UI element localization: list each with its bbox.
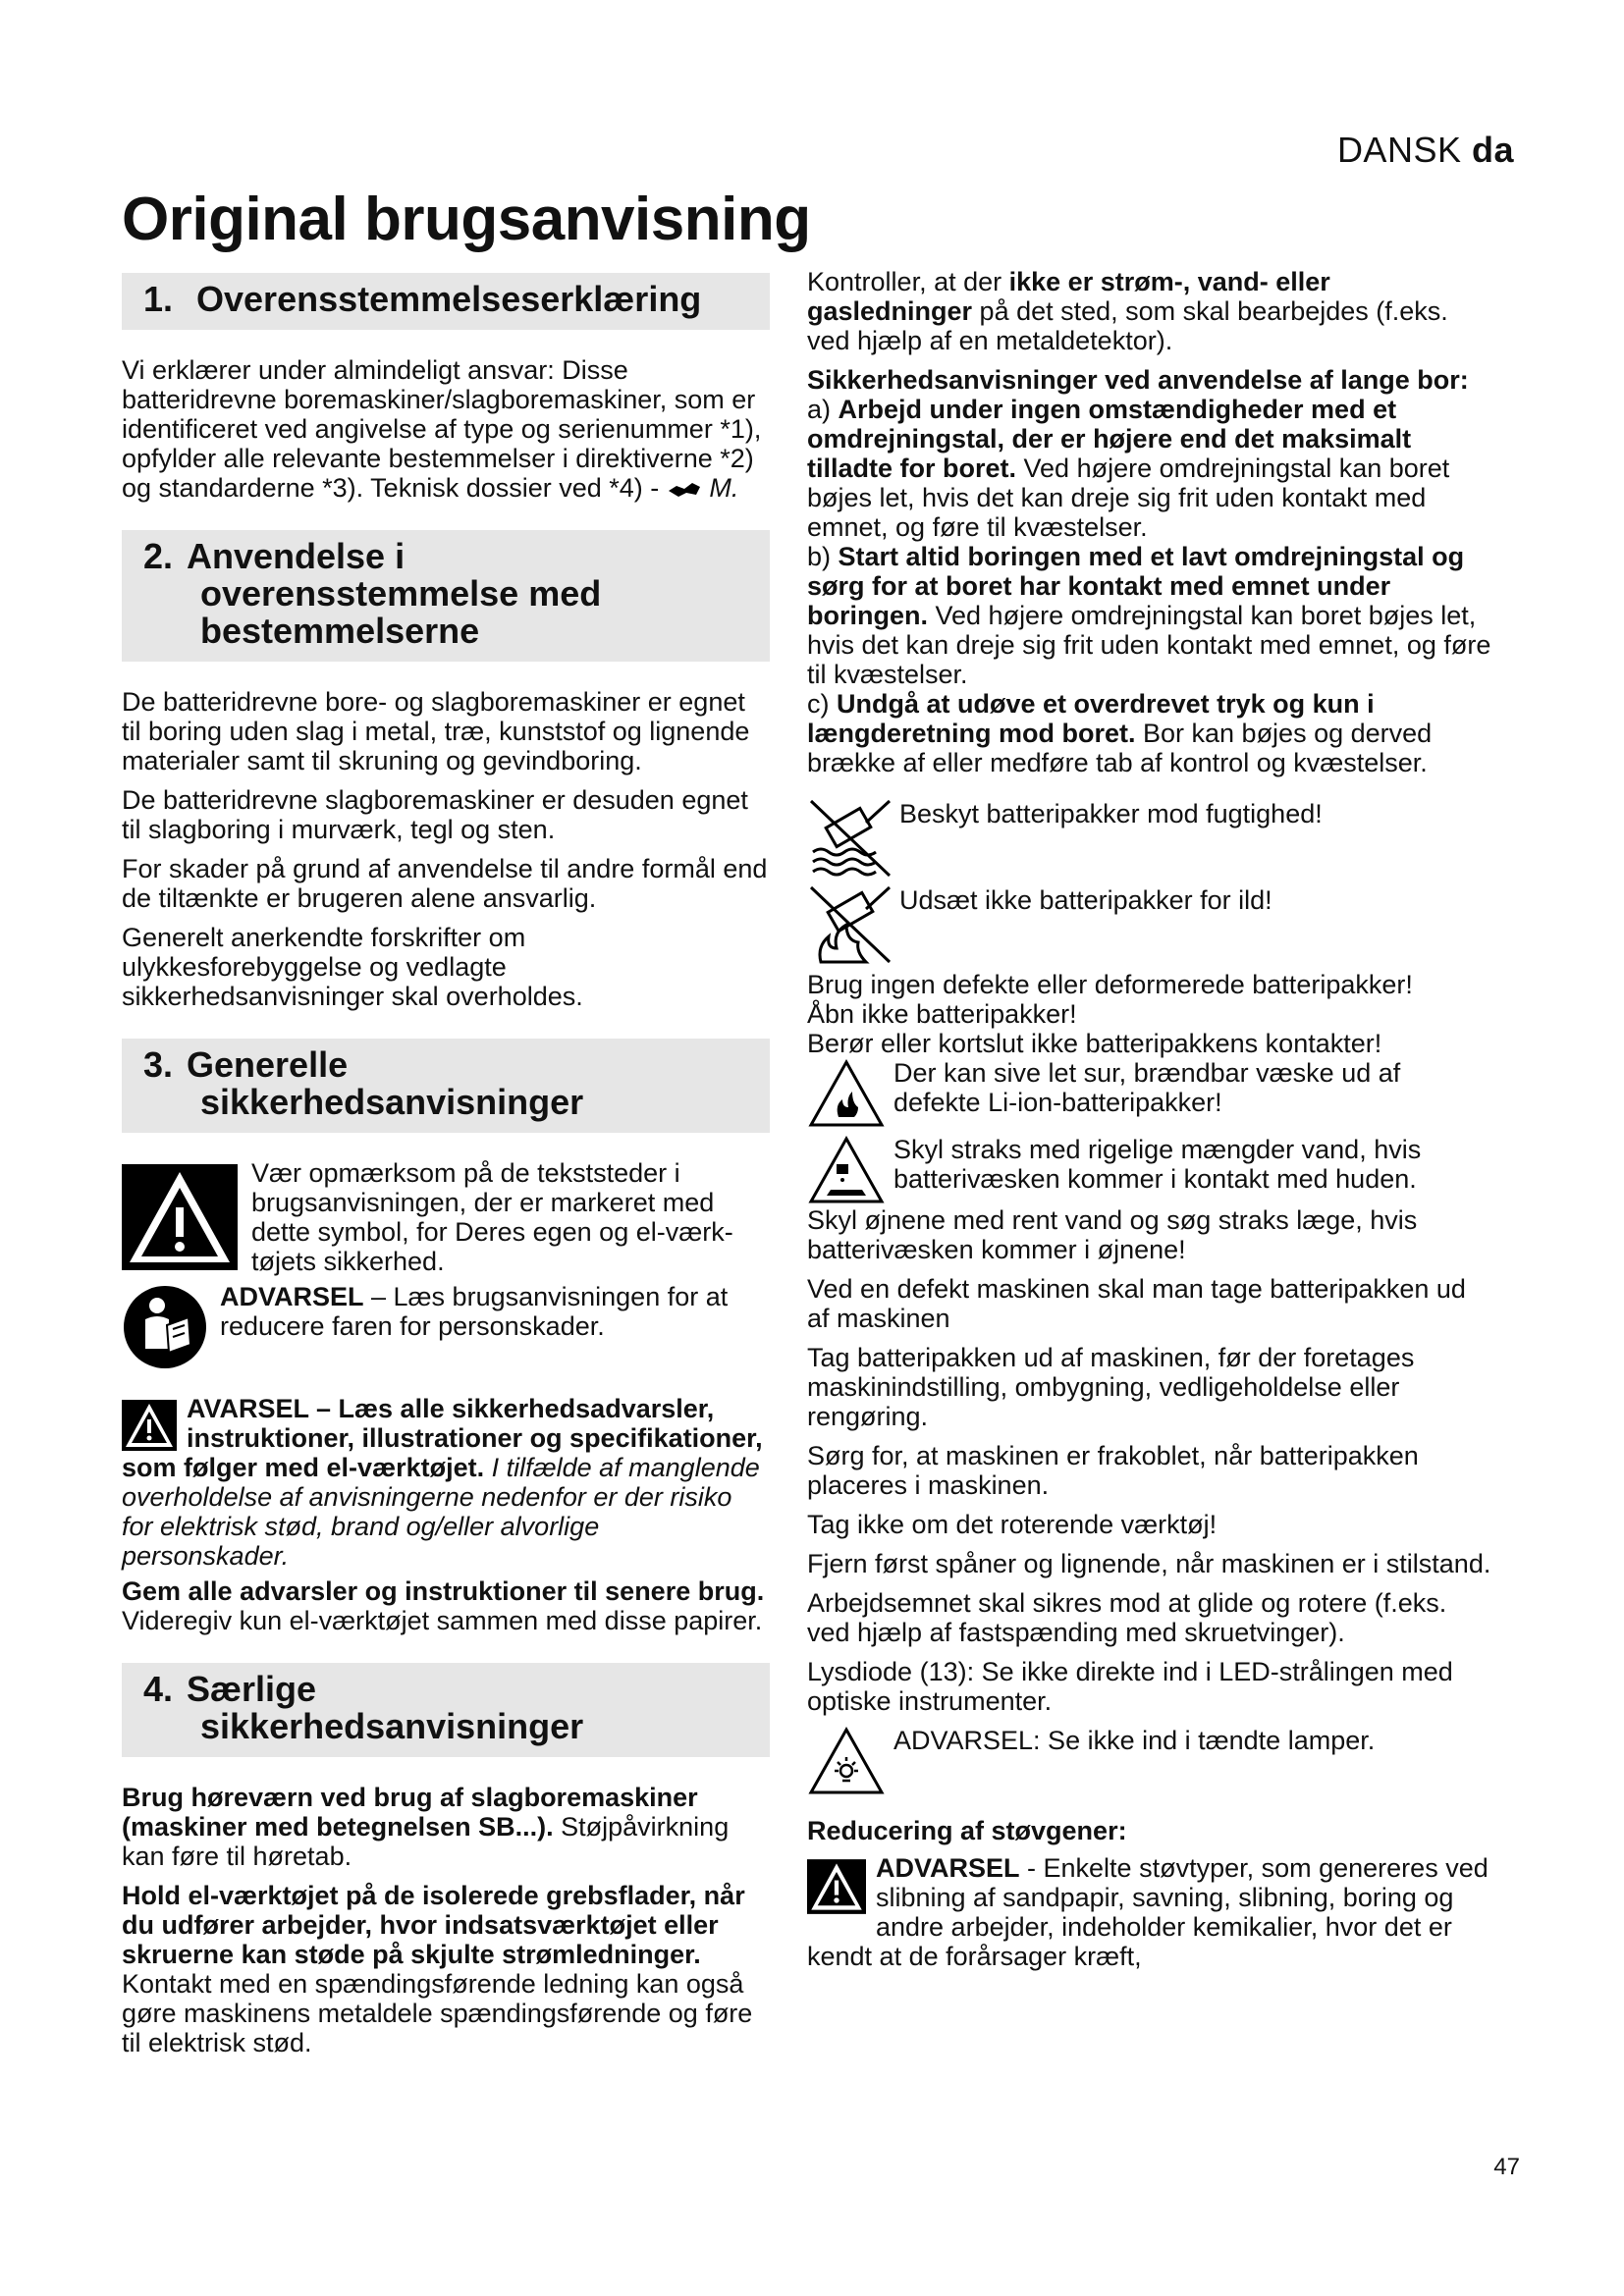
section-title-line2: overensstemmelse med	[200, 573, 602, 614]
dust-warning-row	[807, 1853, 1494, 1971]
long-bits-item-c	[807, 689, 1494, 777]
remove-battery-paragraph: Tag batteripakken ud af maskinen, før der foretages maskinindstilling, ombygning, vedligeholdelse eller rengøring.	[807, 1343, 1415, 1431]
item-label: b)	[807, 542, 839, 571]
section-heading-2	[122, 530, 770, 662]
long-bits-heading: Sikkerhedsanvisninger ved anvendelse af lange bor:	[807, 365, 1469, 395]
figure-label: M.	[709, 473, 739, 503]
dust-heading: Reducering af støvgener:	[807, 1816, 1127, 1845]
page-title: Original brugsanvisning	[122, 186, 811, 253]
usage-paragraph-1: De batteridrevne bore- og slagboremaskiner er egnet til boring uden slag i metal, træ, kunststof og lignende materialer samt til skruning og gevindboring.	[122, 687, 750, 775]
keep-instructions-bold: Gem alle advarsler og instruktioner til senere brug.	[122, 1576, 765, 1606]
section-title-line3: bestemmelserne	[200, 611, 480, 651]
section-heading-4	[122, 1663, 770, 1757]
secure-workpiece-paragraph: Arbejdsemnet skal sikres mod at glide og rotere (f.eks. ved hjælp af fastspænding med skruetvinger).	[807, 1588, 1447, 1647]
section-number: 4.	[143, 1669, 174, 1709]
section-title-line1: Særlige	[187, 1669, 317, 1709]
right-column	[807, 267, 1494, 1977]
fire-warning-text: Udsæt ikke batteripakker for ild!	[899, 885, 1272, 915]
section-title: Overensstemmelseserklæring	[196, 279, 702, 319]
keep-instructions-paragraph	[122, 1576, 770, 1635]
hearing-protection-paragraph	[122, 1783, 770, 1871]
section-title-line1: Anvendelse i	[187, 536, 406, 576]
item-label: c)	[807, 689, 837, 719]
moisture-warning-text: Beskyt batteripakker mod fugtighed!	[899, 799, 1323, 828]
keep-instructions-text: Videregiv kun el-værktøjet sammen med disse papirer.	[122, 1606, 763, 1635]
page-number: 47	[1493, 2154, 1520, 2180]
leak-warning-row	[807, 1058, 1494, 1129]
section-heading-3	[122, 1039, 770, 1133]
language-header	[1337, 130, 1514, 171]
dust-warning-label: ADVARSEL	[876, 1853, 1020, 1883]
general-warning-text	[122, 1394, 770, 1571]
leak-warning-text: Der kan sive let sur, brændbar væske ud af defekte Li-ion-batteripakker!	[893, 1058, 1401, 1117]
section-title-line2: sikkerhedsanvisninger	[200, 1706, 584, 1746]
read-manual-text	[122, 1282, 770, 1341]
left-column	[122, 267, 770, 2067]
read-warning-text: – Læs brugsanvisningen for at reducere faren for personskader.	[220, 1282, 729, 1341]
rinse-warning-text-1: Skyl straks med rigelige mængder vand, hvis batterivæsken kommer i kontakt med huden.	[893, 1135, 1422, 1194]
language-word: DANSK	[1336, 130, 1462, 170]
section-title-line1: Generelle	[187, 1044, 349, 1085]
section-heading-1	[122, 273, 770, 330]
section-title-line2: sikkerhedsanvisninger	[200, 1082, 584, 1122]
read-warning-label: ADVARSEL	[220, 1282, 364, 1311]
lamp-warning-row	[807, 1726, 1494, 1796]
warning-triangle-icon	[122, 1164, 238, 1270]
detector-text-a: Kontroller, at der	[807, 267, 1009, 296]
declaration-text: Vi erklærer under almindeligt ansvar: Disse batteridrevne boremaskiner/slagboremaskiner, som er identificeret ved angivelse af type og serienummer *1), opfylder alle relevante bestemmelser i direktiverne *2) og standarderne *3). Teknisk dossier ved *4) -	[122, 355, 762, 503]
warning-symbol-text: Vær opmærksom på de tekststeder i brugsanvisningen, der er markeret med dette symbol, for Deres egen og el-værk-tøjets sikkerhed.	[251, 1158, 733, 1276]
insulated-grip-paragraph	[122, 1881, 770, 2057]
insulated-grip-bold: Hold el-værktøjet på de isolerede grebsflader, når du udfører arbejder, hvor indsatsværktøjet eller skruerne kan støde på skjulte strømledninger.	[122, 1881, 745, 1969]
no-moisture-icon	[807, 797, 893, 880]
hearing-protection-text: Støjpåvirkning kan føre til høretab.	[122, 1812, 730, 1871]
general-warning-italic: I tilfælde af manglende overholdelse af anvisningerne nedenfor er der risiko for elektrisk stød, brand og/eller alvorlige personskader.	[122, 1453, 760, 1571]
dust-warning-rest: - Enkelte støvtyper, som genereres ved slibning af sandpapir, savning, slibning, boring og andre arbejder, indeholder kemikalier, hvor det er kendt at de forårsager kræft,	[807, 1853, 1489, 1971]
moisture-warning-row	[807, 797, 1494, 880]
lamp-warning-icon	[807, 1726, 886, 1796]
switch-off-paragraph: Sørg for, at maskinen er frakoblet, når batteripakken placeres i maskinen.	[807, 1441, 1419, 1500]
long-bits-item-a	[807, 395, 1494, 542]
dust-warning-text	[807, 1853, 1494, 1971]
usage-paragraph-3: For skader på grund af anvendelse til andre formål end de tiltænkte er brugeren alene ansvarlig.	[122, 854, 768, 913]
declaration-paragraph	[122, 355, 770, 503]
item-bold: Arbejd under ingen omstændigheder med et omdrejningstal, der er højere end det maksimalt tilladte for boret.	[807, 395, 1412, 483]
rinse-warning-row	[807, 1135, 1494, 1205]
item-bold: Undgå at udøve et overdrevet tryk og kun i længderetning mod boret.	[807, 689, 1375, 748]
defect-line-2: Åbn ikke batteripakker!	[807, 999, 1077, 1029]
hearing-protection-bold: Brug høreværn ved brug af slagboremaskiner (maskiner med betegnelsen SB...).	[122, 1783, 698, 1842]
defect-line-1: Brug ingen defekte eller deformerede batteripakker!	[807, 970, 1413, 999]
usage-paragraph-4: Generelt anerkendte forskrifter om ulykkesforebyggelse og vedlagte sikkerhedsanvisninger skal overholdes.	[122, 923, 583, 1011]
item-label: a)	[807, 395, 839, 424]
section-number: 1.	[143, 279, 174, 319]
general-warning-row	[122, 1394, 770, 1571]
section-number: 3.	[143, 1044, 174, 1085]
item-text: Ved højere omdrejningstal kan boret bøjes let, hvis det kan dreje sig frit uden kontakt med emnet, og føre til kvæstelser.	[807, 601, 1491, 689]
warning-triangle-small-icon	[122, 1400, 177, 1451]
read-manual-row	[122, 1282, 770, 1374]
warning-triangle-small-icon	[807, 1859, 866, 1914]
fire-warning-row	[807, 883, 1494, 966]
detector-bold: ikke er strøm-, vand- eller gasledninger	[807, 267, 1330, 326]
detector-text-b: på det sted, som skal bearbejdes (f.eks. ved hjælp af en metaldetektor).	[807, 296, 1448, 355]
language-code: da	[1471, 130, 1514, 170]
general-warning-bold: AVARSEL – Læs alle sikkerhedsadvarsler, instruktioner, illustrationer og specifikationer, som følger med el-værktøjet.	[122, 1394, 763, 1482]
led-paragraph: Lysdiode (13): Se ikke direkte ind i LED-strålingen med optiske instrumenter.	[807, 1657, 1453, 1716]
usage-paragraph-2: De batteridrevne slagboremaskiner er desuden egnet til slagboring i murværk, tegl og sten.	[122, 785, 748, 844]
flammable-warning-icon	[807, 1058, 886, 1129]
corrosive-warning-icon	[807, 1135, 886, 1205]
remove-chips-paragraph: Fjern først spåner og lignende, når maskinen er i stilstand.	[807, 1549, 1491, 1578]
no-fire-icon	[807, 883, 893, 966]
rotating-tool-paragraph: Tag ikke om det roterende værktøj!	[807, 1510, 1218, 1539]
figure-reference-icon	[667, 478, 702, 500]
detector-paragraph	[807, 267, 1494, 355]
item-bold: Start altid boringen med et lavt omdrejningstal og sørg for at boret har kontakt med emnet under boringen.	[807, 542, 1465, 630]
section-number: 2.	[143, 536, 174, 576]
rinse-warning-text-2: Skyl øjnene med rent vand og søg straks læge, hvis batterivæsken kommer i øjnene!	[807, 1205, 1418, 1264]
long-bits-item-b	[807, 542, 1494, 689]
item-text: Ved højere omdrejningstal kan boret bøjes let, hvis det kan dreje sig frit uden kontakt med emnet, og føre til kvæstelser.	[807, 454, 1450, 542]
defect-line-3: Berør eller kortslut ikke batteripakkens kontakter!	[807, 1029, 1382, 1058]
insulated-grip-text: Kontakt med en spændingsførende ledning kan også gøre maskinens metaldele spændingsførende og føre til elektrisk stød.	[122, 1969, 753, 2057]
read-manual-icon	[122, 1284, 208, 1370]
defect-machine-paragraph: Ved en defekt maskinen skal man tage batteripakken ud af maskinen	[807, 1274, 1466, 1333]
lamp-warning-text: ADVARSEL: Se ikke ind i tændte lamper.	[893, 1726, 1376, 1755]
warning-symbol-row	[122, 1158, 770, 1276]
item-text: Bor kan bøjes og derved brække af eller medføre tab af kontrol og kvæstelser.	[807, 719, 1433, 777]
